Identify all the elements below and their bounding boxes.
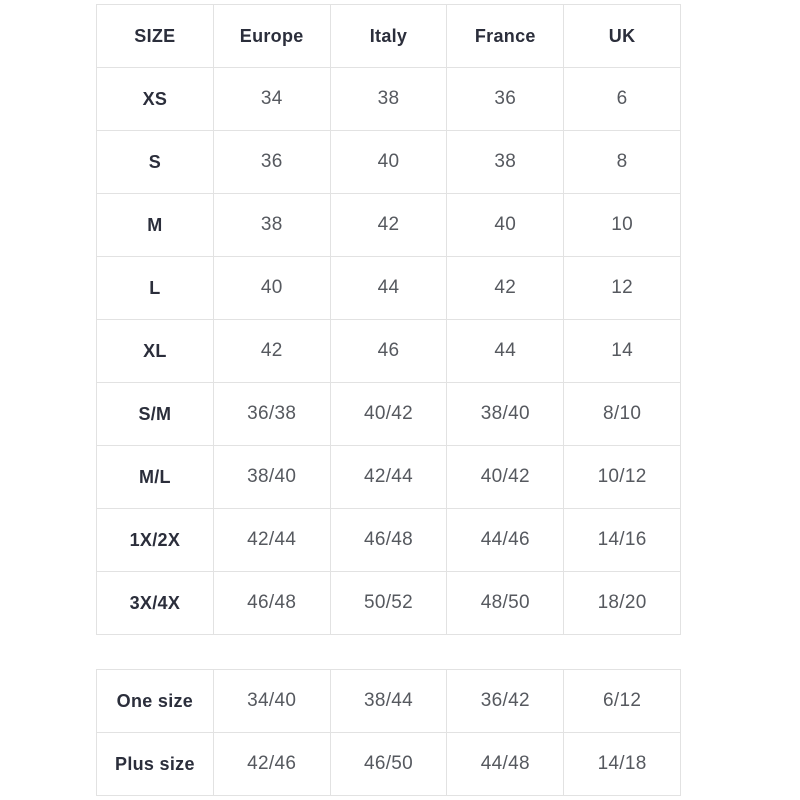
size-value-cell: 36 — [447, 68, 564, 131]
size-conversion-table — [96, 4, 681, 635]
table-gap — [96, 635, 800, 669]
size-value-cell: 8 — [564, 131, 681, 194]
size-value-cell: 34/40 — [213, 670, 330, 733]
size-value-cell: 36 — [213, 131, 330, 194]
size-value-cell: 44 — [330, 257, 447, 320]
size-value-cell: 42/46 — [213, 733, 330, 796]
size-value-cell: 46/48 — [213, 572, 330, 635]
size-value-cell: 6 — [564, 68, 681, 131]
size-value-cell: 40 — [213, 257, 330, 320]
column-header-italy: Italy — [330, 5, 447, 68]
size-value-cell: 40 — [330, 131, 447, 194]
size-value-cell: 14/18 — [564, 733, 681, 796]
size-label-cell: 1X/2X — [97, 509, 214, 572]
size-label-cell: S/M — [97, 383, 214, 446]
size-value-cell: 10/12 — [564, 446, 681, 509]
table-row — [97, 446, 681, 509]
size-value-cell: 38 — [213, 194, 330, 257]
table-row — [97, 572, 681, 635]
size-value-cell: 40 — [447, 194, 564, 257]
size-value-cell: 42 — [330, 194, 447, 257]
table-row — [97, 131, 681, 194]
size-value-cell: 44/48 — [447, 733, 564, 796]
size-value-cell: 46/48 — [330, 509, 447, 572]
table-row — [97, 670, 681, 733]
size-value-cell: 40/42 — [330, 383, 447, 446]
size-value-cell: 46 — [330, 320, 447, 383]
size-label-cell: M/L — [97, 446, 214, 509]
column-header-france: France — [447, 5, 564, 68]
size-value-cell: 38 — [447, 131, 564, 194]
special-size-table-body — [97, 670, 681, 796]
size-value-cell: 40/42 — [447, 446, 564, 509]
table-row — [97, 383, 681, 446]
size-conversion-table-body — [97, 68, 681, 635]
size-label-cell: 3X/4X — [97, 572, 214, 635]
column-header-uk: UK — [564, 5, 681, 68]
table-row — [97, 320, 681, 383]
size-value-cell: 50/52 — [330, 572, 447, 635]
size-value-cell: 44 — [447, 320, 564, 383]
size-value-cell: 42/44 — [213, 509, 330, 572]
size-value-cell: 38/40 — [447, 383, 564, 446]
column-header-size: SIZE — [97, 5, 214, 68]
table-row — [97, 194, 681, 257]
table-row — [97, 257, 681, 320]
size-value-cell: 46/50 — [330, 733, 447, 796]
size-value-cell: 44/46 — [447, 509, 564, 572]
size-value-cell: 6/12 — [564, 670, 681, 733]
size-value-cell: 42 — [447, 257, 564, 320]
size-value-cell: 34 — [213, 68, 330, 131]
size-label-cell: L — [97, 257, 214, 320]
size-value-cell: 12 — [564, 257, 681, 320]
size-value-cell: 38/40 — [213, 446, 330, 509]
size-value-cell: 36/38 — [213, 383, 330, 446]
size-conversion-table-header — [97, 5, 681, 68]
size-value-cell: 10 — [564, 194, 681, 257]
size-label-cell: M — [97, 194, 214, 257]
size-value-cell: 18/20 — [564, 572, 681, 635]
size-label-cell: S — [97, 131, 214, 194]
size-label-cell: XS — [97, 68, 214, 131]
size-value-cell: 36/42 — [447, 670, 564, 733]
size-value-cell: 8/10 — [564, 383, 681, 446]
column-header-europe: Europe — [213, 5, 330, 68]
size-value-cell: 48/50 — [447, 572, 564, 635]
table-row — [97, 509, 681, 572]
table-row — [97, 68, 681, 131]
header-row — [97, 5, 681, 68]
special-size-table — [96, 669, 681, 796]
size-value-cell: 14/16 — [564, 509, 681, 572]
size-label-cell: One size — [97, 670, 214, 733]
size-value-cell: 38 — [330, 68, 447, 131]
size-label-cell: Plus size — [97, 733, 214, 796]
size-value-cell: 38/44 — [330, 670, 447, 733]
table-row — [97, 733, 681, 796]
size-label-cell: XL — [97, 320, 214, 383]
size-value-cell: 42/44 — [330, 446, 447, 509]
size-value-cell: 14 — [564, 320, 681, 383]
size-value-cell: 42 — [213, 320, 330, 383]
